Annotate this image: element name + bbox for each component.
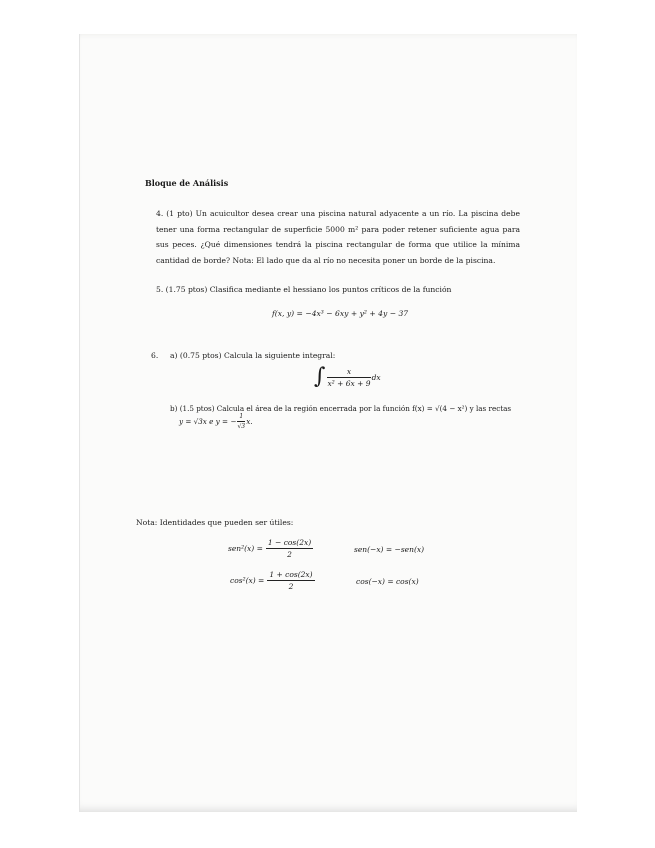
integral-numerator: x (327, 367, 370, 378)
problem-6b-fraction (237, 413, 245, 430)
identity-1-num: 1 − cos(2x) (267, 538, 312, 547)
identity-3-den: 2 (288, 582, 294, 591)
problem-6a-integral (314, 366, 381, 388)
identity-1-den: 2 (287, 550, 292, 559)
identity-3-num: 1 + cos(2x) (269, 570, 313, 579)
integral-sign: ∫ (314, 364, 326, 389)
identity-cos-even: cos(−x) = cos(x) (356, 577, 419, 586)
problem-5-text: 5. (1.75 ptos) Clasifica mediante el hessiano los puntos críticos de la función (156, 285, 452, 294)
problem-6b-line2 (179, 413, 253, 430)
integral-denominator: x² + 6x + 9 (327, 378, 371, 388)
integral-dx: dx (371, 372, 381, 382)
note-title: Nota: Identidades que pueden ser útiles: (136, 518, 294, 527)
identity-3-lhs: cos²(x) = (230, 576, 265, 585)
integral-fraction (327, 367, 370, 388)
identity-sen-squared (228, 538, 313, 559)
exam-sheet (79, 34, 577, 812)
identity-sen-odd: sen(−x) = −sen(x) (354, 545, 425, 554)
problem-4-text: 4. (1 pto) Un acuicultor desea crear una piscina natural adyacente a un río. La piscina debe tener una forma rectangular de superficie 5000 m² para poder retener suficiente agua para sus peces. ¿Qué dimensiones tendrá la piscina rectangular de forma que utilice la mínima cantidad de borde? Nota: El lado que da al río no necesita poner un borde de la piscina. (156, 209, 520, 265)
identity-1-lhs: sen²(x) = (228, 544, 263, 553)
problem-6b-line2-a: y = √3x e y = − (179, 417, 237, 426)
problem-6a-text: a) (0.75 ptos) Calcula la siguiente integral: (170, 351, 336, 360)
problem-5-formula: f(x, y) = −4x³ − 6xy + y² + 4y − 37 (272, 309, 409, 318)
problem-6-number: 6. (151, 351, 159, 360)
identity-3-fraction (267, 570, 314, 591)
problem-6b-line2-b: x. (246, 417, 253, 426)
problem-6b-line1: b) (1.5 ptos) Calcula el área de la región encerrada por la función f(x) = √(4 − x²) y las rectas (170, 404, 512, 413)
section-title: Bloque de Análisis (145, 178, 229, 188)
problem-6b-frac-num: 1 (239, 413, 244, 420)
identity-cos-squared (230, 570, 315, 591)
problem-6b-frac-den: √3 (237, 423, 246, 430)
identity-1-fraction (266, 538, 313, 559)
